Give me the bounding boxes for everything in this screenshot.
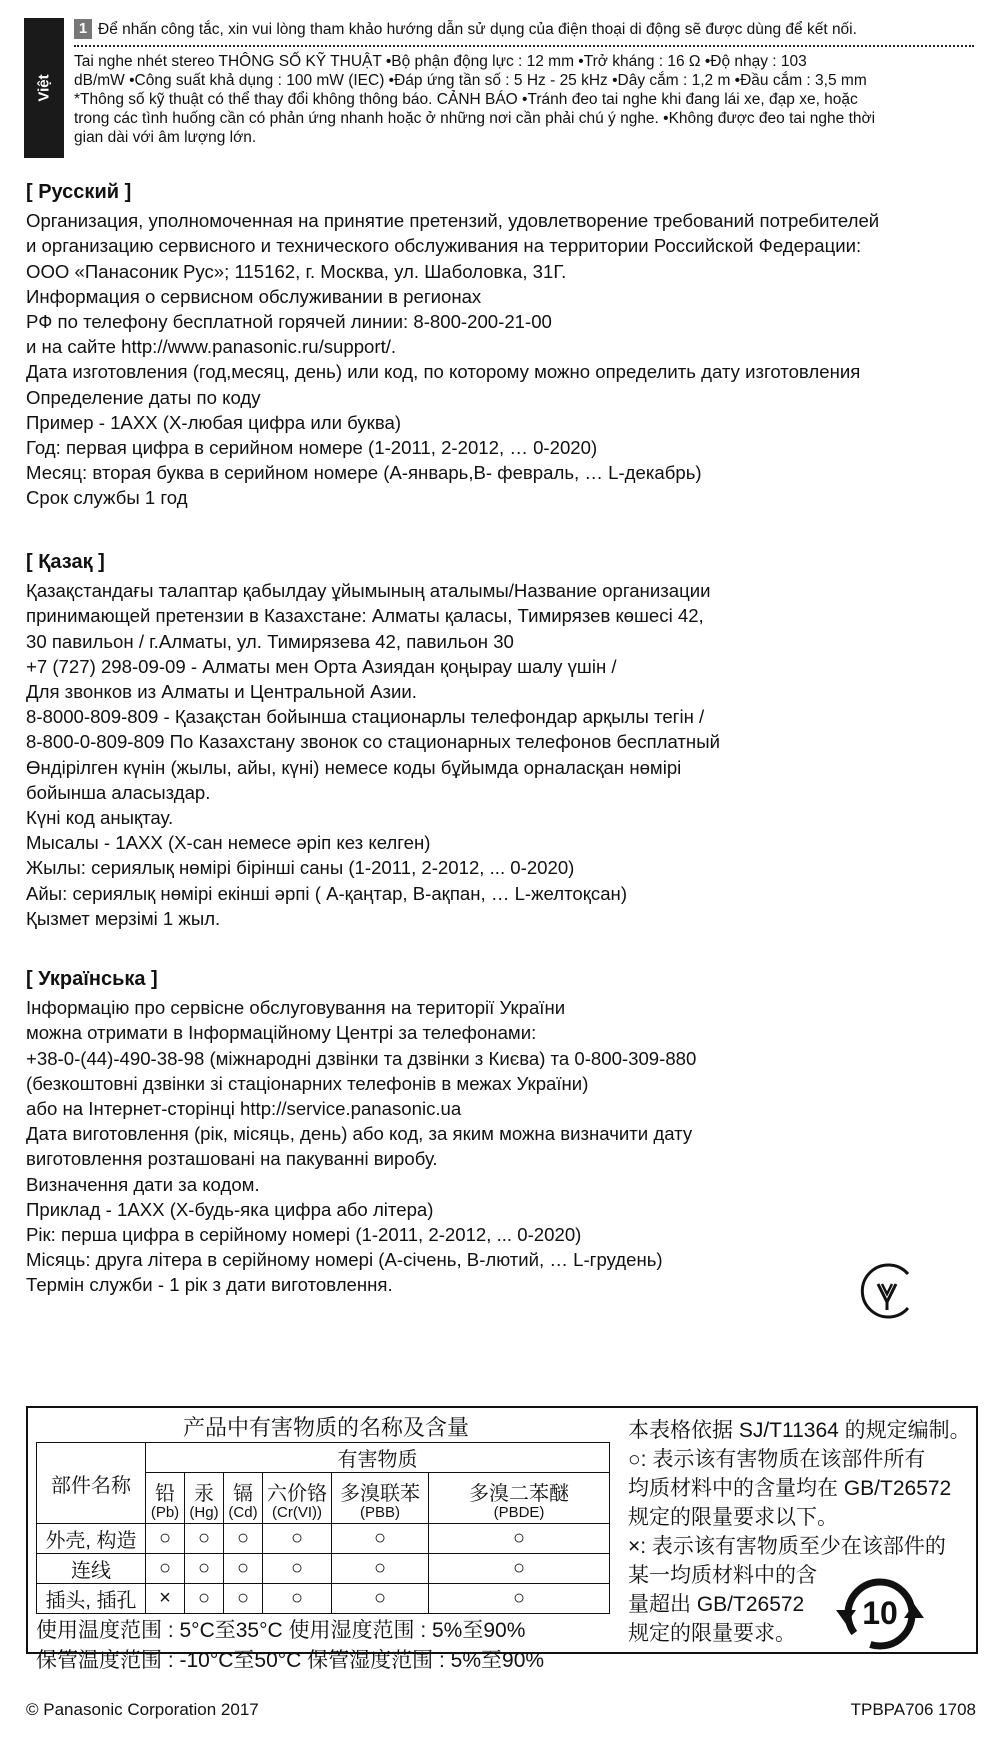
group-header: 有害物质 <box>146 1443 610 1473</box>
step-line <box>74 18 974 40</box>
text-line: Приклад - 1AXX (X-будь-яка цифра або літера) <box>26 1198 434 1220</box>
spec-line: Tai nghe nhét stereo THÔNG SỐ KỸ THUẬT •Bộ phận động lực : 12 mm •Trở kháng : 16 Ω •Độ nhạy : 103 <box>74 53 807 70</box>
mark-cell: ○ <box>429 1554 610 1584</box>
mark-cell: ○ <box>185 1524 224 1554</box>
part-header: 部件名称 <box>37 1443 146 1524</box>
section-kazakh <box>26 550 976 931</box>
mark-cell: ○ <box>224 1584 263 1614</box>
mark-cell: ○ <box>146 1554 185 1584</box>
mark-cell: × <box>146 1584 185 1614</box>
text-line: и на сайте http://www.panasonic.ru/support/. <box>26 336 397 358</box>
note-line: 某一均质材料中的含 <box>628 1564 817 1587</box>
text-line: Дата изготовления (год,месяц, день) или код, по которому можно определить дату изготовления <box>26 361 861 383</box>
substance-header: 镉 (Cd) <box>224 1473 263 1524</box>
viet-content <box>74 18 974 147</box>
env-line: 使用温度范围 : 5°C至35°C 使用湿度范围 : 5%至90% <box>36 1619 526 1642</box>
section-title-ukrainian: [ Українська ] <box>26 968 158 990</box>
text-line: Визначення дати за кодом. <box>26 1173 260 1195</box>
text-line: Жылы: сериялық нөмірі бірінші саны (1-2011, 2-2012, ... 0-2020) <box>26 857 575 879</box>
step-number: 1 <box>74 19 92 39</box>
mark-cell: ○ <box>185 1554 224 1584</box>
text-line: Дата виготовлення (рік, місяць, день) або код, за яким можна визначити дату <box>26 1123 693 1145</box>
note-line: 规定的限量要求。 <box>628 1622 796 1645</box>
section-ukrainian <box>26 967 976 1298</box>
text-line: Пример - 1AXX (X-любая цифра или буква) <box>26 411 402 433</box>
substance-header: 多溴联苯 (PBB) <box>332 1473 429 1524</box>
spec-line: trong các tình huống cần có phản ứng nhanh hoặc ở những nơi cần phải chú ý nghe. •Không được đeo tai nghe thời <box>74 110 876 127</box>
text-line: Мысалы - 1AXX (X-сан немесе әріп кез келген) <box>26 832 431 854</box>
mark-cell: ○ <box>263 1524 332 1554</box>
text-line: (безкоштовні дзвінки зі стаціонарних телефонів в межах України) <box>26 1072 589 1094</box>
mark-cell: ○ <box>263 1584 332 1614</box>
table-row <box>37 1584 610 1614</box>
mark-cell: ○ <box>332 1584 429 1614</box>
substance-header: 铅 (Pb) <box>146 1473 185 1524</box>
text-line: Рік: перша цифра в серійному номері (1-2011, 2-2012, ... 0-2020) <box>26 1224 582 1246</box>
spec-line: *Thông số kỹ thuật có thể thay đổi không thông báo. CẢNH BÁO •Tránh đeo tai nghe khi đang lái xe, đạp xe, hoặc <box>74 91 858 108</box>
document-code: TPBPA706 1708 <box>850 1700 976 1719</box>
text-line: Термін служби - 1 рік з дати виготовлення. <box>26 1274 393 1296</box>
text-line: Для звонков из Алматы и Центральной Азии. <box>26 681 417 703</box>
text-line: и организацию сервисного и технического обслуживания на территории Российской Федерации: <box>26 235 862 257</box>
env-line: 保管温度范围 : -10°C至50°C 保管湿度范围 : 5%至90% <box>36 1649 545 1672</box>
mark-cell: ○ <box>224 1554 263 1584</box>
text-line: РФ по телефону бесплатной горячей линии: 8-800-200-21-00 <box>26 311 552 333</box>
text-line: можна отримати в Інформаційному Центрі за телефонами: <box>26 1022 537 1044</box>
step-text: Để nhấn công tắc, xin vui lòng tham khảo hướng dẫn sử dụng của điện thoại di động sẽ được dùng để kết nối. <box>98 20 857 38</box>
text-line: Қызмет мерзімі 1 жыл. <box>26 907 221 929</box>
table-row <box>37 1524 610 1554</box>
text-line: Определение даты по коду <box>26 386 261 408</box>
text-line: Организация, уполномоченная на принятие претензий, удовлетворение требований потребителей <box>26 210 880 232</box>
mark-cell: ○ <box>332 1554 429 1584</box>
note-line: 均质材料中的含量均在 GB/T26572 <box>628 1477 952 1500</box>
text-line: Күні код анықтау. <box>26 807 174 829</box>
mark-cell: ○ <box>263 1554 332 1584</box>
mark-cell: ○ <box>146 1524 185 1554</box>
epup-value: 10 <box>862 1595 898 1631</box>
spec-line: dB/mW •Công suất khả dụng : 100 mW (IEC) •Đáp ứng tần số : 5 Hz - 25 kHz •Dây cắm : 1,2 m •Đầu cắm : 3,5 mm <box>74 72 867 89</box>
viet-block <box>24 18 974 158</box>
note-line: 量超出 GB/T26572 <box>628 1593 805 1616</box>
text-line: 30 павильон / г.Алматы, ул. Тимирязева 42, павильон 30 <box>26 630 514 652</box>
environment-ranges <box>36 1616 616 1676</box>
mark-cell: ○ <box>332 1524 429 1554</box>
substance-header: 汞 (Hg) <box>185 1473 224 1524</box>
text-line: або на Інтернет-сторінці http://service.panasonic.ua <box>26 1098 462 1120</box>
text-line: +7 (727) 298-09-09 - Алматы мен Орта Азиядан қоңырау шалу үшін / <box>26 655 617 677</box>
section-title-kazakh: [ Қазақ ] <box>26 551 105 573</box>
note-line: ○: 表示该有害物质在该部件所有 <box>628 1448 926 1471</box>
substance-header: 多溴二苯醚 (PBDE) <box>429 1473 610 1524</box>
substance-header: 六价铬 (Cr(VI)) <box>263 1473 332 1524</box>
epup-10-recycle-icon <box>828 1578 932 1650</box>
text-line: Срок службы 1 год <box>26 487 188 509</box>
spec-line: gian dài với âm lượng lớn. <box>74 129 257 146</box>
language-tab-viet <box>24 18 64 158</box>
mark-cell: ○ <box>224 1524 263 1554</box>
text-line: принимающей претензии в Казахстане: Алматы қаласы, Тимирязев көшесі 42, <box>26 605 704 627</box>
note-line: ×: 表示该有害物质至少在该部件的 <box>628 1535 946 1558</box>
language-tab-label: Việt <box>35 74 53 102</box>
text-line: Өндірілген күнін (жылы, айы, күні) немесе коды бұйымда орналасқан нөмірі <box>26 756 682 778</box>
text-line: +38-0-(44)-490-38-98 (міжнародні дзвінки та дзвінки з Києва) та 0-800-309-880 <box>26 1047 697 1069</box>
text-line: бойынша аласыздар. <box>26 781 211 803</box>
part-name: 外壳, 构造 <box>37 1524 146 1554</box>
text-line: виготовлення розташовані на пакуванні виробу. <box>26 1148 438 1170</box>
mark-cell: ○ <box>429 1584 610 1614</box>
ukrainian-conformity-mark-icon <box>858 1262 916 1320</box>
text-line: Год: первая цифра в серийном номере (1-2011, 2-2012, … 0-2020) <box>26 437 598 459</box>
hazardous-substances-table-block <box>36 1414 616 1676</box>
table-title: 产品中有害物质的名称及含量 <box>182 1415 469 1440</box>
footer <box>26 1700 976 1720</box>
text-line: Інформацію про сервісне обслуговування на території України <box>26 997 566 1019</box>
note-line: 本表格依据 SJ/T11364 的规定编制。 <box>628 1419 971 1442</box>
text-line: Месяц: вторая буква в серийном номере (A-январь,B- февраль, … L-декабрь) <box>26 462 702 484</box>
text-line: Қазақстандағы талаптар қабылдау ұйымының аталымы/Название организации <box>26 580 711 602</box>
table-row <box>37 1554 610 1584</box>
part-name: 插头, 插孔 <box>37 1584 146 1614</box>
text-line: Информация о сервисном обслуживании в регионах <box>26 285 482 307</box>
section-russian <box>26 180 976 511</box>
section-title-russian: [ Русский ] <box>26 181 132 203</box>
mark-cell: ○ <box>185 1584 224 1614</box>
text-line: Айы: сериялық нөмірі екінші әрпі ( A-қаңтар, B-ақпан, … L-желтоқсан) <box>26 882 628 904</box>
copyright: © Panasonic Corporation 2017 <box>26 1700 259 1719</box>
text-line: Місяць: друга літера в серійному номері (A-січень, B-лютий, … L-грудень) <box>26 1249 663 1271</box>
text-line: 8-800-0-809-809 По Казахстану звонок со стационарных телефонов бесплатный <box>26 731 720 753</box>
hazardous-substances-table <box>36 1442 610 1614</box>
part-name: 连线 <box>37 1554 146 1584</box>
dotted-divider <box>74 45 974 47</box>
note-line: 规定的限量要求以下。 <box>628 1506 838 1529</box>
mark-cell: ○ <box>429 1524 610 1554</box>
text-line: 8-8000-809-809 - Қазақстан бойынша стационарлы телефондар арқылы тегін / <box>26 706 705 728</box>
text-line: ООО «Панасоник Рус»; 115162, г. Москва, ул. Шаболовка, 31Г. <box>26 260 567 282</box>
